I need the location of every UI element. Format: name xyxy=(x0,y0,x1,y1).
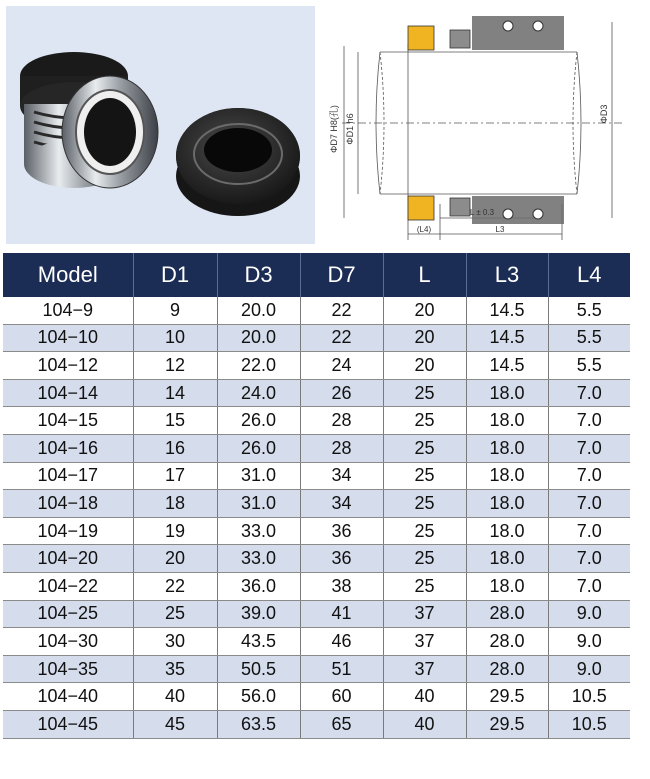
table-cell-l3: 14.5 xyxy=(466,324,548,352)
table-cell-d3: 33.0 xyxy=(217,545,300,573)
table-row xyxy=(3,379,630,407)
table-cell-l3: 14.5 xyxy=(466,352,548,380)
table-cell-l3: 18.0 xyxy=(466,490,548,518)
table-cell-l: 20 xyxy=(383,352,466,380)
table-cell-d1: 25 xyxy=(133,600,217,628)
table-cell-l4: 9.0 xyxy=(548,655,630,683)
table-cell-d1: 19 xyxy=(133,517,217,545)
table-cell-d1: 30 xyxy=(133,628,217,656)
table-body xyxy=(3,297,630,738)
table-cell-model: 104−16 xyxy=(3,434,133,462)
table-cell-l3: 14.5 xyxy=(466,297,548,324)
table-cell-model: 104−40 xyxy=(3,683,133,711)
table-cell-d7: 34 xyxy=(300,490,383,518)
table-cell-d3: 26.0 xyxy=(217,407,300,435)
table-cell-d1: 16 xyxy=(133,434,217,462)
table-cell-l3: 18.0 xyxy=(466,517,548,545)
table-cell-d3: 20.0 xyxy=(217,324,300,352)
table-cell-d3: 36.0 xyxy=(217,572,300,600)
table-cell-l3: 18.0 xyxy=(466,379,548,407)
table-cell-d1: 17 xyxy=(133,462,217,490)
table-cell-l3: 29.5 xyxy=(466,683,548,711)
table-row xyxy=(3,462,630,490)
table-cell-l: 20 xyxy=(383,297,466,324)
table-cell-model: 104−30 xyxy=(3,628,133,656)
table-cell-model: 104−45 xyxy=(3,710,133,738)
table-row xyxy=(3,297,630,324)
table-cell-d1: 18 xyxy=(133,490,217,518)
table-cell-d1: 10 xyxy=(133,324,217,352)
table-cell-model: 104−12 xyxy=(3,352,133,380)
table-cell-l4: 7.0 xyxy=(548,572,630,600)
table-cell-l: 40 xyxy=(383,710,466,738)
table-cell-model: 104−15 xyxy=(3,407,133,435)
table-cell-model: 104−25 xyxy=(3,600,133,628)
table-cell-d3: 56.0 xyxy=(217,683,300,711)
table-cell-d3: 43.5 xyxy=(217,628,300,656)
product-photo xyxy=(6,6,315,244)
table-cell-d7: 65 xyxy=(300,710,383,738)
table-cell-d7: 22 xyxy=(300,297,383,324)
table-cell-l4: 9.0 xyxy=(548,628,630,656)
table-cell-model: 104−35 xyxy=(3,655,133,683)
table-cell-d1: 15 xyxy=(133,407,217,435)
table-cell-l3: 28.0 xyxy=(466,655,548,683)
table-row xyxy=(3,710,630,738)
table-cell-l: 37 xyxy=(383,600,466,628)
table-row xyxy=(3,600,630,628)
table-cell-model: 104−18 xyxy=(3,490,133,518)
table-cell-d3: 26.0 xyxy=(217,434,300,462)
table-cell-l: 37 xyxy=(383,655,466,683)
table-cell-l3: 29.5 xyxy=(466,710,548,738)
table-cell-l: 25 xyxy=(383,517,466,545)
table-cell-l3: 28.0 xyxy=(466,600,548,628)
table-cell-l: 37 xyxy=(383,628,466,656)
table-cell-l: 40 xyxy=(383,683,466,711)
d7-label: ΦD7 H8(孔) xyxy=(329,105,339,153)
table-cell-d3: 31.0 xyxy=(217,462,300,490)
table-cell-d7: 51 xyxy=(300,655,383,683)
table-cell-d7: 60 xyxy=(300,683,383,711)
cross-section-drawing xyxy=(322,4,634,248)
table-row xyxy=(3,628,630,656)
table-cell-d3: 33.0 xyxy=(217,517,300,545)
table-cell-l4: 5.5 xyxy=(548,352,630,380)
table-cell-l: 25 xyxy=(383,462,466,490)
spec-table xyxy=(3,253,630,739)
table-cell-d3: 39.0 xyxy=(217,600,300,628)
column-header-d1: D1 xyxy=(133,253,217,297)
table-cell-d7: 28 xyxy=(300,407,383,435)
table-cell-l4: 7.0 xyxy=(548,490,630,518)
column-header-l4: L4 xyxy=(548,253,630,297)
table-cell-l3: 18.0 xyxy=(466,572,548,600)
table-cell-l: 20 xyxy=(383,324,466,352)
column-header-l3: L3 xyxy=(466,253,548,297)
table-cell-d1: 40 xyxy=(133,683,217,711)
table-cell-l4: 7.0 xyxy=(548,379,630,407)
table-cell-d3: 31.0 xyxy=(217,490,300,518)
table-cell-d7: 22 xyxy=(300,324,383,352)
column-header-d7: D7 xyxy=(300,253,383,297)
table-row xyxy=(3,490,630,518)
table-cell-l3: 18.0 xyxy=(466,434,548,462)
table-cell-l: 25 xyxy=(383,572,466,600)
table-row xyxy=(3,517,630,545)
table-cell-d1: 14 xyxy=(133,379,217,407)
table-cell-l4: 7.0 xyxy=(548,545,630,573)
table-cell-l4: 7.0 xyxy=(548,462,630,490)
table-cell-l: 25 xyxy=(383,490,466,518)
table-row xyxy=(3,407,630,435)
table-cell-d3: 22.0 xyxy=(217,352,300,380)
table-row xyxy=(3,434,630,462)
table-cell-d1: 9 xyxy=(133,297,217,324)
table-cell-l4: 10.5 xyxy=(548,683,630,711)
table-cell-d1: 22 xyxy=(133,572,217,600)
table-cell-l3: 18.0 xyxy=(466,545,548,573)
table-cell-l: 25 xyxy=(383,545,466,573)
table-cell-l3: 28.0 xyxy=(466,628,548,656)
table-cell-model: 104−10 xyxy=(3,324,133,352)
table-cell-l4: 5.5 xyxy=(548,324,630,352)
table-cell-model: 104−22 xyxy=(3,572,133,600)
table-cell-l3: 18.0 xyxy=(466,407,548,435)
table-row xyxy=(3,683,630,711)
table-cell-d7: 46 xyxy=(300,628,383,656)
l-label: L ± 0.3 xyxy=(469,208,495,217)
table-cell-l4: 9.0 xyxy=(548,600,630,628)
table-row xyxy=(3,352,630,380)
table-cell-d1: 45 xyxy=(133,710,217,738)
table-cell-l: 25 xyxy=(383,434,466,462)
table-cell-d7: 38 xyxy=(300,572,383,600)
table-cell-l4: 7.0 xyxy=(548,517,630,545)
table-row xyxy=(3,655,630,683)
mechanical-seal-photo-icon xyxy=(6,6,315,244)
column-header-model: Model xyxy=(3,253,133,297)
table-cell-d1: 20 xyxy=(133,545,217,573)
table-cell-d3: 24.0 xyxy=(217,379,300,407)
d3-label: ΦD3 xyxy=(599,104,609,124)
table-cell-l3: 18.0 xyxy=(466,462,548,490)
column-header-l: L xyxy=(383,253,466,297)
table-cell-l4: 7.0 xyxy=(548,434,630,462)
table-cell-model: 104−14 xyxy=(3,379,133,407)
table-header-row xyxy=(3,253,630,297)
table-cell-d7: 24 xyxy=(300,352,383,380)
table-cell-l: 25 xyxy=(383,379,466,407)
table-cell-l: 25 xyxy=(383,407,466,435)
table-cell-d3: 63.5 xyxy=(217,710,300,738)
table-row xyxy=(3,324,630,352)
l3-label: L3 xyxy=(495,225,505,234)
table-cell-l4: 10.5 xyxy=(548,710,630,738)
table-cell-model: 104−20 xyxy=(3,545,133,573)
table-cell-l4: 5.5 xyxy=(548,297,630,324)
table-cell-d7: 36 xyxy=(300,517,383,545)
table-cell-d1: 12 xyxy=(133,352,217,380)
table-row xyxy=(3,545,630,573)
table-cell-d3: 20.0 xyxy=(217,297,300,324)
table-row xyxy=(3,572,630,600)
table-cell-d7: 28 xyxy=(300,434,383,462)
l4-label: (L4) xyxy=(416,225,432,234)
table-cell-model: 104−19 xyxy=(3,517,133,545)
seal-drawing-icon xyxy=(322,4,634,248)
table-cell-d3: 50.5 xyxy=(217,655,300,683)
table-cell-d7: 34 xyxy=(300,462,383,490)
table-cell-model: 104−17 xyxy=(3,462,133,490)
table-cell-l4: 7.0 xyxy=(548,407,630,435)
table-cell-model: 104−9 xyxy=(3,297,133,324)
table-cell-d7: 26 xyxy=(300,379,383,407)
column-header-d3: D3 xyxy=(217,253,300,297)
table-cell-d7: 41 xyxy=(300,600,383,628)
d1-label: ΦD1 h6 xyxy=(345,113,355,145)
table-cell-d1: 35 xyxy=(133,655,217,683)
table-cell-d7: 36 xyxy=(300,545,383,573)
